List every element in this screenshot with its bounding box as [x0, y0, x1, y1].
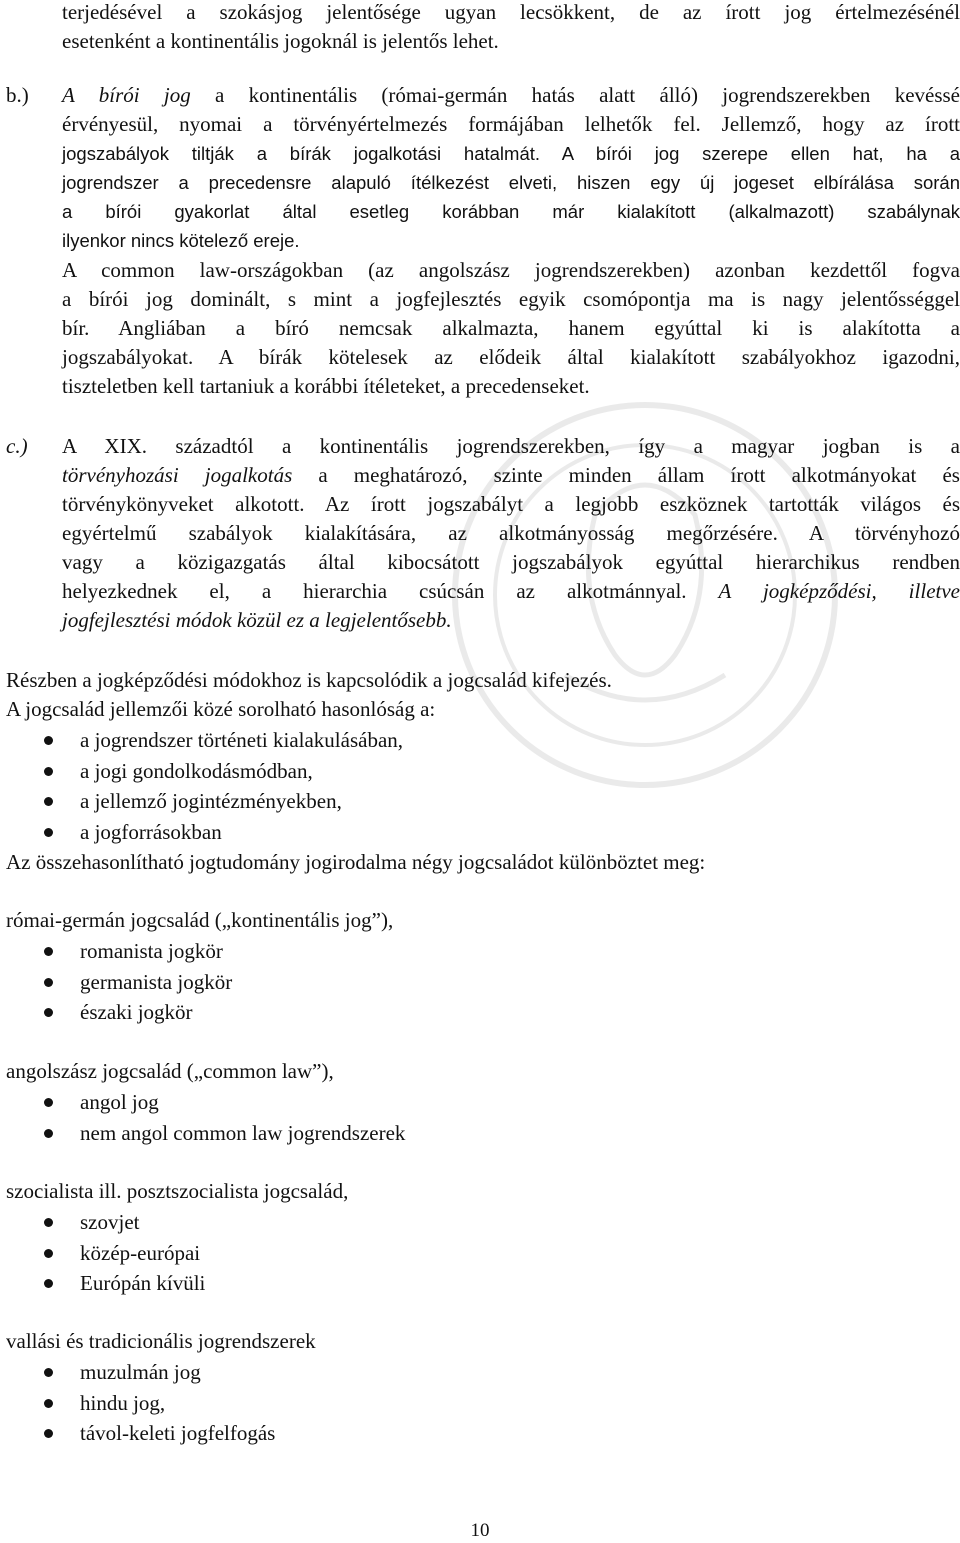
- list-item-text: közép-európai: [80, 1240, 201, 1265]
- list-item-text: szovjet: [80, 1210, 140, 1234]
- text-line: A XIX. századtól a kontinentális jogrendszerekben, így a magyar jogban is a: [62, 434, 960, 458]
- list-item-text: távol-keleti jogfelfogás: [80, 1421, 276, 1445]
- text-line: egyértelmű szabályok kialakítására, az alkotmányosság megőrzésére. A törvényhozó: [62, 521, 960, 545]
- bullet-icon: [44, 978, 53, 987]
- bullet-icon: [44, 1368, 53, 1377]
- list-item-text: északi jogkör: [80, 1000, 193, 1024]
- text-line: bír. Angliában a bíró nemcsak alkalmazta, hanem egyúttal ki is alakította a: [62, 316, 960, 340]
- bullet-icon: [44, 736, 53, 745]
- bullet-icon: [44, 767, 53, 776]
- text-line: Az összehasonlítható jogtudomány jogirodalma négy jogcsaládot különböztet meg:: [6, 850, 706, 874]
- text-line: a bírói jog dominált, s mint a jogfejlesztés egyik csomópontja ma is nagy jelentősséggel: [62, 287, 960, 311]
- list-item-text: a jogi gondolkodásmódban,: [80, 758, 313, 783]
- list-item-text: angol jog: [80, 1090, 159, 1114]
- list-item-text: Európán kívüli: [80, 1271, 206, 1295]
- bullet-icon: [44, 1429, 53, 1438]
- bullet-icon: [44, 1008, 53, 1017]
- text-line: jogszabályok tiltják a bírák jogalkotási hatalmát. A bírói jog szerepe ellen hat, ha a: [62, 143, 960, 164]
- italic-term: A bírói jog: [62, 83, 191, 107]
- bullet-icon: [44, 1279, 53, 1288]
- list-item-text: romanista jogkör: [80, 939, 223, 963]
- text-line: jogfejlesztési módok közül ez a legjelentősebb.: [62, 608, 452, 632]
- section-marker-c: c.): [6, 434, 28, 458]
- page-number: 10: [470, 1520, 490, 1541]
- text-line: a bírói gyakorlat által esetleg korábban már kialakított (alkalmazott) szabálynak: [62, 201, 960, 222]
- text-line: törvénykönyveket alkotott. Az írott jogszabályt a legjobb eszköznek tartották világos és: [62, 492, 960, 516]
- list-item-text: hindu jog,: [80, 1390, 166, 1415]
- bullet-icon: [44, 797, 53, 806]
- bullet-icon: [44, 1249, 53, 1258]
- section-marker-b: b.): [6, 83, 29, 107]
- text-line: [62, 461, 960, 490]
- list-item-text: muzulmán jog: [80, 1360, 201, 1384]
- text-line: tiszteletben kell tartaniuk a korábbi ítéleteket, a precedenseket.: [62, 374, 590, 398]
- text-line: Részben a jogképződési módokhoz is kapcsolódik a jogcsalád kifejezés.: [6, 668, 612, 692]
- text-line: [62, 577, 960, 606]
- bullet-icon: [44, 1129, 53, 1138]
- bullet-icon: [44, 1218, 53, 1227]
- text-span: a kontinentális (római-germán hatás alatt álló) jogrendszerekben kevéssé: [190, 83, 960, 107]
- text-span: helyezkednek el, a hierarchia csúcsán az alkotmánnyal.: [62, 579, 719, 603]
- family-title: angolszász jogcsalád („common law”),: [6, 1059, 334, 1083]
- italic-text: A jogképződési, illetve: [718, 579, 960, 603]
- bullet-icon: [44, 1399, 53, 1408]
- list-item-text: a jellemző jogintézményekben,: [80, 789, 342, 813]
- text-line: [62, 81, 960, 110]
- text-line: ilyenkor nincs kötelező ereje.: [62, 230, 300, 251]
- text-line: A common law-országokban (az angolszász jogrendszerekben) azonban kezdettől fogva: [62, 258, 960, 282]
- bullet-icon: [44, 947, 53, 956]
- list-item-text: germanista jogkör: [80, 969, 233, 994]
- family-title: római-germán jogcsalád („kontinentális jog”),: [6, 908, 394, 932]
- text-line: jogszabályokat. A bírák kötelesek az elődeik által kialakított szabályokhoz igazodni,: [62, 345, 960, 369]
- text-span: a meghatározó, szinte minden állam írott alkotmányokat és: [292, 463, 960, 487]
- text-line: esetenként a kontinentális jogoknál is jelentős lehet.: [62, 29, 499, 53]
- family-title: vallási és tradicionális jogrendszerek: [6, 1329, 316, 1353]
- text-line: terjedésével a szokásjog jelentősége ugyan lecsökkent, de az írott jog értelmezésénél: [62, 0, 960, 24]
- bullet-icon: [44, 1098, 53, 1107]
- family-title: szocialista ill. posztszocialista jogcsalád,: [6, 1179, 349, 1203]
- italic-term: törvényhozási jogalkotás: [62, 463, 293, 487]
- list-item-text: nem angol common law jogrendszerek: [80, 1120, 406, 1145]
- bullet-icon: [44, 828, 53, 837]
- text-line: vagy a közigazgatás által kibocsátott jogszabályok egyúttal hierarchikus rendben: [62, 550, 960, 574]
- text-line: érvényesül, nyomai a törvényértelmezés formájában lelhetők fel. Jellemző, hogy az írott: [62, 112, 960, 136]
- text-line: jogrendszer a precedensre alapuló ítélkezést elveti, hiszen egy új jogeset elbírálása során: [62, 172, 960, 193]
- list-item-text: a jogrendszer történeti kialakulásában,: [80, 728, 404, 752]
- text-line: A jogcsalád jellemzői közé sorolható hasonlóság a:: [6, 697, 436, 721]
- list-item-text: a jogforrásokban: [80, 819, 222, 844]
